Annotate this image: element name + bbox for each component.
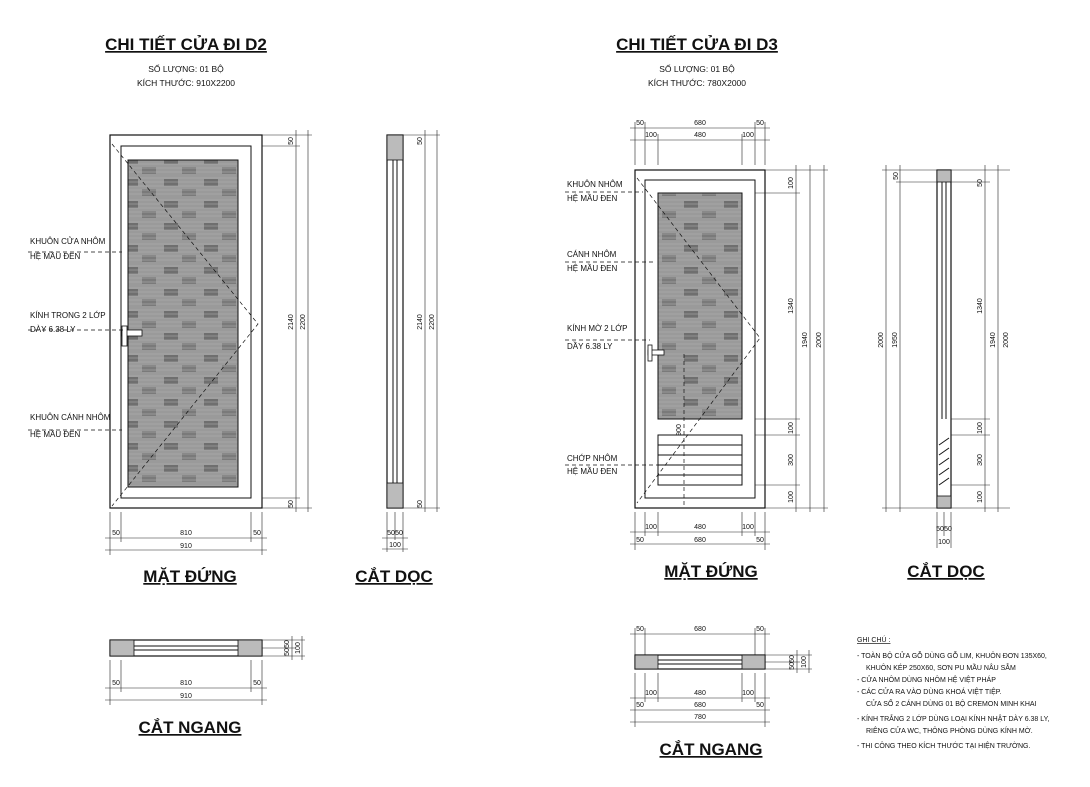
d3-hsec-dim-top-50a: 50	[636, 626, 644, 633]
d3-dim-v-100c: 100	[788, 491, 795, 503]
d3-quantity: SỐ LƯỢNG: 01 BỘ	[659, 64, 735, 74]
d3-dim-top-680: 680	[694, 120, 706, 127]
d3-horizontal-section	[630, 628, 812, 727]
d3-label-sash-2: HỆ MẦU ĐEN	[567, 264, 618, 273]
d2-hsec-dim-inner: 810	[180, 680, 192, 687]
d2-hsec-dim-left: 50	[112, 680, 120, 687]
d3-label-glass-1: KÍNH MỜ 2 LỚP	[567, 324, 628, 333]
d2-quantity: SỐ LƯỢNG: 01 BỘ	[148, 64, 224, 74]
d3-dim-v-100b: 100	[788, 422, 795, 434]
d3-vsec-dim-w50a: 50	[936, 526, 944, 533]
d3-dim-bot-50a: 50	[636, 537, 644, 544]
d3-top-dims	[630, 122, 770, 165]
d2-vsec-dim-total: 2200	[429, 314, 436, 330]
d3-elevation-title: MẶT ĐỨNG	[664, 562, 758, 581]
d3-label-glass-2: DẦY 6.38 LY	[567, 342, 613, 351]
d3-dim-v-1340: 1340	[788, 298, 795, 314]
d2-dim-w-total: 910	[180, 543, 192, 550]
d3-dim-bot-680: 680	[694, 537, 706, 544]
d2-dim-w-right: 50	[253, 530, 261, 537]
d3-vsec-dim-100b: 100	[977, 491, 984, 503]
d2-size: KÍCH THƯỚC: 910X2200	[136, 78, 236, 88]
d2-hsec-dim-total: 910	[180, 693, 192, 700]
d2-horizontal-section	[105, 636, 305, 705]
d2-hsec-dim-a: 50	[284, 640, 291, 648]
d2-vsec-dim-inner: 2140	[417, 314, 424, 330]
notes-block	[857, 635, 1049, 750]
d2-label-glass-2: DÀY 6.38 LY	[30, 325, 76, 334]
d3-hsec-dim-780: 780	[694, 714, 706, 721]
d3-dim-handle-900: 900	[676, 424, 683, 436]
d3-dim-top-480: 480	[694, 132, 706, 139]
d3-vsec-dim-2000-left: 2000	[878, 332, 885, 348]
d2-label-frame-1: KHUÔN CỬA NHÔM	[30, 237, 106, 246]
notes-line: CỬA SỔ 2 CÁNH DÙNG 01 BỘ CREMON MINH KHAI	[866, 701, 1037, 708]
d2-dim-bottom: 50	[288, 500, 295, 508]
d2-label-glass-1: KÍNH TRONG 2 LỚP	[30, 311, 106, 320]
d3-vsec-dim-1940: 1940	[990, 332, 997, 348]
d3-vsec-dim-100a: 100	[977, 422, 984, 434]
d2-elevation-title: MẶT ĐỨNG	[143, 567, 237, 586]
d3-vsec-dim-2000: 2000	[1003, 332, 1010, 348]
d3-elevation	[635, 170, 765, 508]
d3-hsec-dim-50b: 50	[756, 702, 764, 709]
d3-vsec-dim-50r: 50	[977, 179, 984, 187]
d2-dim-top: 50	[288, 137, 295, 145]
d2-dim-w-left: 50	[112, 530, 120, 537]
d2-dim-w-inner: 810	[180, 530, 192, 537]
notes-line: RIÊNG CỬA WC, THÔNG PHÒNG DÙNG KÍNH MỜ.	[866, 728, 1033, 735]
d3-hsec-dim-sec-a: 50	[789, 655, 796, 663]
d3-section-h-title: CẮT NGANG	[659, 740, 763, 759]
d3-vsec-dim-300: 300	[977, 454, 984, 466]
d3-dim-top-50a: 50	[636, 120, 644, 127]
d2-hsec-dim-right: 50	[253, 680, 261, 687]
notes-line: - TOÀN BỘ CỬA GỖ DÙNG GỖ LIM, KHUÔN ĐƠN 135X60,	[857, 653, 1047, 660]
d2-label-frame-2: HỆ MẦU ĐEN	[30, 252, 81, 261]
d3-dim-v-2000: 2000	[816, 332, 823, 348]
d2-dim-h-total: 2200	[300, 314, 307, 330]
d3-hsec-dim-sec-b: 50	[789, 662, 796, 670]
d3-dim-top-100b: 100	[742, 132, 754, 139]
d2-title: CHI TIẾT CỬA ĐI D2	[105, 35, 267, 54]
d3-dim-bot-100b: 100	[742, 524, 754, 531]
d3-section-v-title: CẮT DỌC	[907, 562, 985, 581]
d3-label-louver-2: HỆ MẦU ĐEN	[567, 467, 618, 476]
d2-dim-h-inner: 2140	[288, 314, 295, 330]
d3-hsec-dim-top-50b: 50	[756, 626, 764, 633]
d3-dim-top-100a: 100	[645, 132, 657, 139]
d2-label-sash-1: KHUÔN CÁNH NHÔM	[30, 413, 111, 422]
notes-line: - KÍNH TRẮNG 2 LỚP DÙNG LOẠI KÍNH NHẬT DÀY 6.38 LY,	[857, 716, 1050, 723]
d3-vsec-dim-1340: 1340	[977, 298, 984, 314]
d3-label-frame-2: HỆ MẦU ĐEN	[567, 194, 618, 203]
notes-line: KHUÔN KÉP 250X60, SƠN PU MẦU NÂU SẪM	[866, 665, 1016, 672]
d3-vsec-dim-1950: 1950	[892, 332, 899, 348]
d2-section-h-title: CẮT NGANG	[138, 718, 242, 737]
notes-line: - CÁC CỬA RA VÀO DÙNG KHOÁ VIỆT TIỆP.	[857, 689, 1002, 696]
d3-vsec-dim-50: 50	[893, 172, 900, 180]
d2-vsec-dim-b: 50	[395, 530, 403, 537]
d2-elevation	[110, 135, 262, 508]
d3-vsec-dim-w100: 100	[938, 539, 950, 546]
d3-label-louver-1: CHỚP NHÔM	[567, 454, 618, 463]
d2-vsec-dim-a: 50	[387, 530, 395, 537]
d3-title: CHI TIẾT CỬA ĐI D3	[616, 35, 778, 54]
d3-hsec-dim-top-680: 680	[694, 626, 706, 633]
d3-dim-v-1940: 1940	[802, 332, 809, 348]
d3-label-frame-1: KHUÔN NHÔM	[567, 180, 623, 189]
d3-hsec-dim-100a: 100	[645, 690, 657, 697]
d2-vsec-dim-bottom: 50	[417, 500, 424, 508]
d3-dim-v-300: 300	[788, 454, 795, 466]
d2-hsec-dim-c: 100	[295, 642, 302, 654]
d2-hsec-dim-b: 50	[284, 648, 291, 656]
d3-hsec-dim-680: 680	[694, 702, 706, 709]
d2-vsec-dim-top: 50	[417, 137, 424, 145]
d3-hsec-dim-sec-c: 100	[801, 656, 808, 668]
d3-dim-top-50b: 50	[756, 120, 764, 127]
d2-vertical-section	[382, 130, 440, 552]
d3-dim-v-100a: 100	[788, 177, 795, 189]
d3-hsec-dim-100b: 100	[742, 690, 754, 697]
notes-heading: GHI CHÚ :	[857, 637, 891, 644]
notes-line: - THI CÔNG THEO KÍCH THƯỚC TẠI HIỆN TRƯỜNG.	[857, 743, 1031, 750]
d3-dim-bot-100a: 100	[645, 524, 657, 531]
notes-line: - CỬA NHÔM DÙNG NHÔM HỆ VIỆT PHÁP	[857, 677, 996, 684]
d3-hsec-dim-480: 480	[694, 690, 706, 697]
d3-label-sash-1: CÁNH NHÔM	[567, 250, 617, 259]
d3-vertical-section	[882, 165, 1010, 548]
d3-size: KÍCH THƯỚC: 780X2000	[647, 78, 747, 88]
d3-dim-bot-50b: 50	[756, 537, 764, 544]
d2-label-sash-2: HỆ MẦU ĐEN	[30, 430, 81, 439]
d2-vsec-dim-c: 100	[389, 542, 401, 549]
d3-vsec-dim-w50b: 50	[944, 526, 952, 533]
d2-section-v-title: CẮT DỌC	[355, 567, 433, 586]
d3-hsec-dim-50a: 50	[636, 702, 644, 709]
d3-bottom-dims	[630, 512, 770, 550]
d3-dim-bot-480: 480	[694, 524, 706, 531]
